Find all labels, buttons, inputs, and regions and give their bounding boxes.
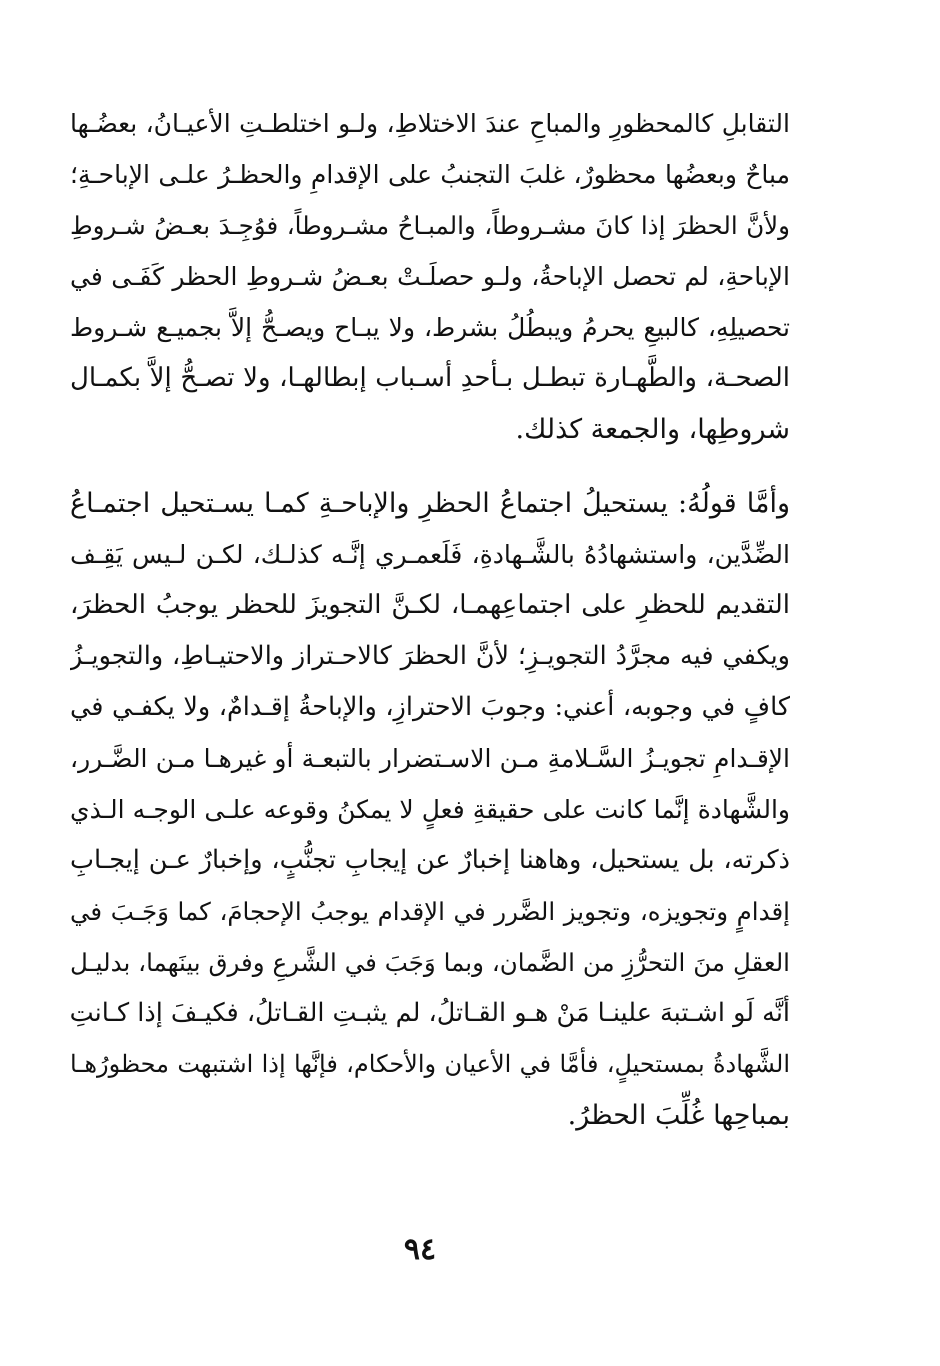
page-number: ٩٤ xyxy=(403,1232,437,1267)
text-line: ويكفي فيه مجرَّدُ التجويـزِ؛ لأنَّ الحظرَ كالاحـتراز والاحتيـاطِ، والتجويـزُ xyxy=(70,641,790,671)
text-line: الإقـدامِ تجويـزُ السَّـلامةِ مـن الاسـتضرار بالتبعـة أو غيرهـا مـن الضَّـرر، xyxy=(70,744,790,773)
text-line: والشَّهادة إنَّما كانت على حقيقةِ فعلٍ لا يمكنُ وقوعه علـى الوجـه الـذي xyxy=(70,795,790,824)
text-line: الإباحةِ، لم تحصل الإباحةُ، ولـو حصلَـتْ بعـضُ شـروطِ الحظر كَفَـى في xyxy=(70,262,790,291)
text-line: العقلِ منَ التحرُّزِ من الضَّمان، وبما وَجَبَ في الشَّرعِ وفرق بينَهما، بدليـل xyxy=(70,948,790,977)
text-line: الصحـة، والطَّهـارة تبطـل بـأحدِ أسـباب إبطالهـا، ولا تصـحُّ إلاَّ بكمـال xyxy=(70,363,790,393)
text-line: التقديم للحظرِ على اجتماعِهمـا، لكـنَّ التجويزَ للحظر يوجبُ الحظرَ، xyxy=(70,590,790,620)
text-line: ولأنَّ الحظرَ إذا كانَ مشـروطاً، والمبـاحُ مشـروطاً، فوُجِـدَ بعـضُ شـروطِ xyxy=(70,211,790,240)
text-line: أنَّه لَو اشـتبهَ علينـا مَنْ هـو القـاتلُ، لم يثبـتِ القـاتلُ، فكيـفَ إذا كـانتِ xyxy=(70,998,790,1028)
text-line: ذكرته، بل يستحيل، وهاهنا إخبارٌ عن إيجابِ تجنُّبٍ، وإخبارٌ عـن إيجـابِ xyxy=(70,845,790,875)
text-line: وأمَّا قولُهُ: يستحيلُ اجتماعُ الحظرِ والإباحـةِ كمـا يسـتحيل اجتمـاعُ xyxy=(70,488,790,519)
text-line: مباحٌ وبعضُها محظورٌ، غلبَ التجنبُ على الإقدامِ والحظـرُ علـى الإباحـةِ؛ xyxy=(70,160,790,189)
paragraph-1 xyxy=(70,98,790,455)
text-line: كافٍ في وجوبه، أعني: وجوبَ الاحترازِ، والإباحةُ إقـدامٌ، ولا يكفـي في xyxy=(70,692,790,722)
text-line: تحصيلِهِ، كالبيعِ يحرمُ ويبطُلُ بشرط، ولا يبـاح ويصـحُّ إلاَّ بجميـع شـروط xyxy=(70,313,790,342)
text-line: إقدامٍ وتجويزه، وتجويز الضَّرر في الإقدام يوجبُ الإحجامَ، كما وَجَـبَ في xyxy=(70,897,790,926)
paragraph-2 xyxy=(70,478,790,1141)
text-line: شروطِها، والجمعة كذلك. xyxy=(515,414,790,445)
text-line: الضِّدَّين، واستشهادُهُ بالشَّـهادةِ، فَلَعمـري إنَّـه كذلـك، لكـن لـيس يَقِـف xyxy=(70,540,790,569)
text-line: بمباحِها غُلِّبَ الحظرُ. xyxy=(567,1100,790,1131)
text-line: التقابلِ كالمحظورِ والمباحِ عندَ الاختلاطِ، ولـو اختلطـتِ الأعيـانُ، بعضُـها xyxy=(70,109,790,138)
text-line: الشَّهادةُ بمستحيلٍ، فأمَّا في الأعيان والأحكام، فإنَّها إذا اشتبهت محظورُهـا xyxy=(70,1050,790,1078)
